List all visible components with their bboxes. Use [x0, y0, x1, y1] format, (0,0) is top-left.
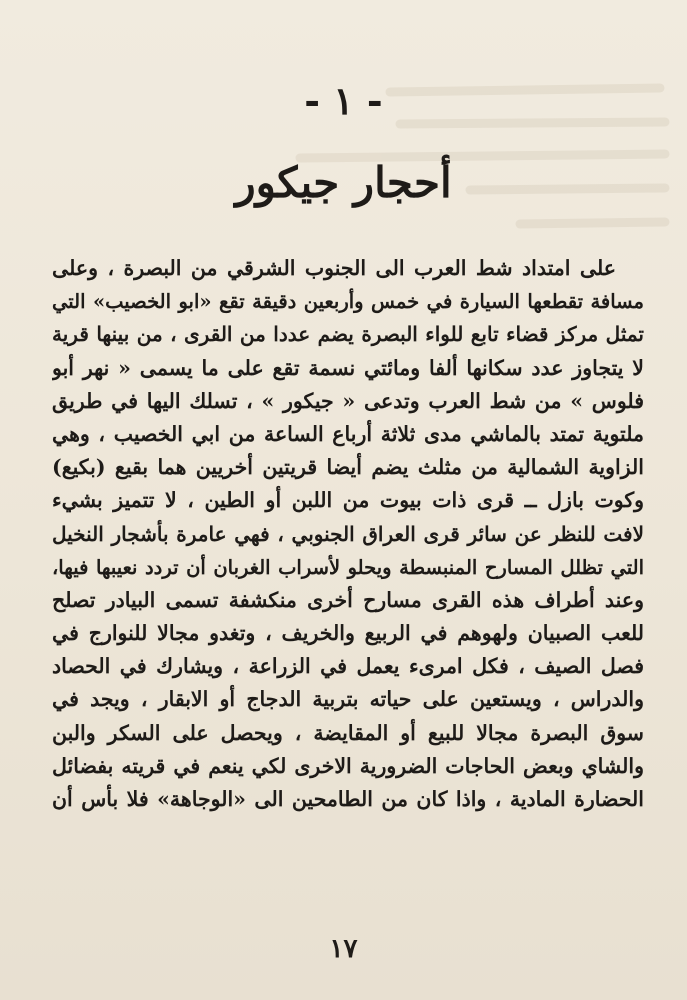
body-text: [52, 252, 644, 816]
text-line: لا يتجاوز عدد سكانها ألفا ومائتي نسمة تقع على ما يسمى « نهر أبو: [52, 355, 644, 380]
text-line: لافت للنظر عن سائر قرى العراق الجنوبي ، فهي عامرة بأشجار النخيل: [52, 521, 644, 546]
text-line: ملتوية تمتد بالماشي مدى ثلاثة أرباع الساعة من ابي الخصيب ، وهي: [52, 421, 644, 446]
text-line: فلوس » من شط العرب وتدعى « جيكور » ، تسلك اليها في طريق: [52, 388, 644, 413]
text-line: للعب الصبيان ولهوهم في الربيع والخريف ، وتغدو مجالا للنوارج في: [52, 621, 644, 646]
page-number: ١٧: [329, 934, 358, 964]
text-line: سوق البصرة مجالا للبيع أو المقايضة ، ويحصل على السكر والبن: [52, 720, 644, 745]
text-line: وكوت بازل ــ قرى ذات بيوت من اللبن أو الطين ، لا تتميز بشيء: [52, 488, 644, 513]
chapter-number: - ١ -: [304, 78, 383, 123]
text-line: مسافة تقطعها السيارة في خمس وأربعين دقيقة تقع «ابو الخصيب» التي: [52, 290, 644, 314]
text-line: فصل الصيف ، فكل امرىء يعمل في الزراعة ، ويشارك في الحصاد: [52, 654, 644, 679]
text-line: الحضارة المادية ، واذا كان من الطامحين الى «الوجاهة» فلا بأس أن: [52, 787, 644, 811]
text-line: على امتداد شط العرب الى الجنوب الشرقي من البصرة ، وعلى: [52, 256, 616, 280]
text-line: التي تظلل المسارح المنبسطة ويحلو لأسراب الغربان أن تردد نعيبها فيها،: [52, 555, 644, 579]
text-line: والدراس ، ويستعين على حياته بتربية الدجاج أو الابقار ، ويجد في: [52, 687, 644, 712]
chapter-title: أحجار جيكور: [235, 158, 452, 207]
text-line: الزاوية الشمالية من مثلث يضم أيضا قريتين أخريين هما بقيع (بكيع): [52, 455, 644, 480]
text-line: تمثل مركز قضاء تابع للواء البصرة يضم عددا من القرى ، من بينها قرية: [52, 322, 644, 347]
text-line: وعند أطراف هذه القرى مسارح أخرى منكشفة تسمى البيادر تصلح: [52, 587, 644, 612]
text-line: والشاي وبعض الحاجات الضرورية الاخرى لكي ينعم في قريته بفضائل: [52, 753, 644, 778]
